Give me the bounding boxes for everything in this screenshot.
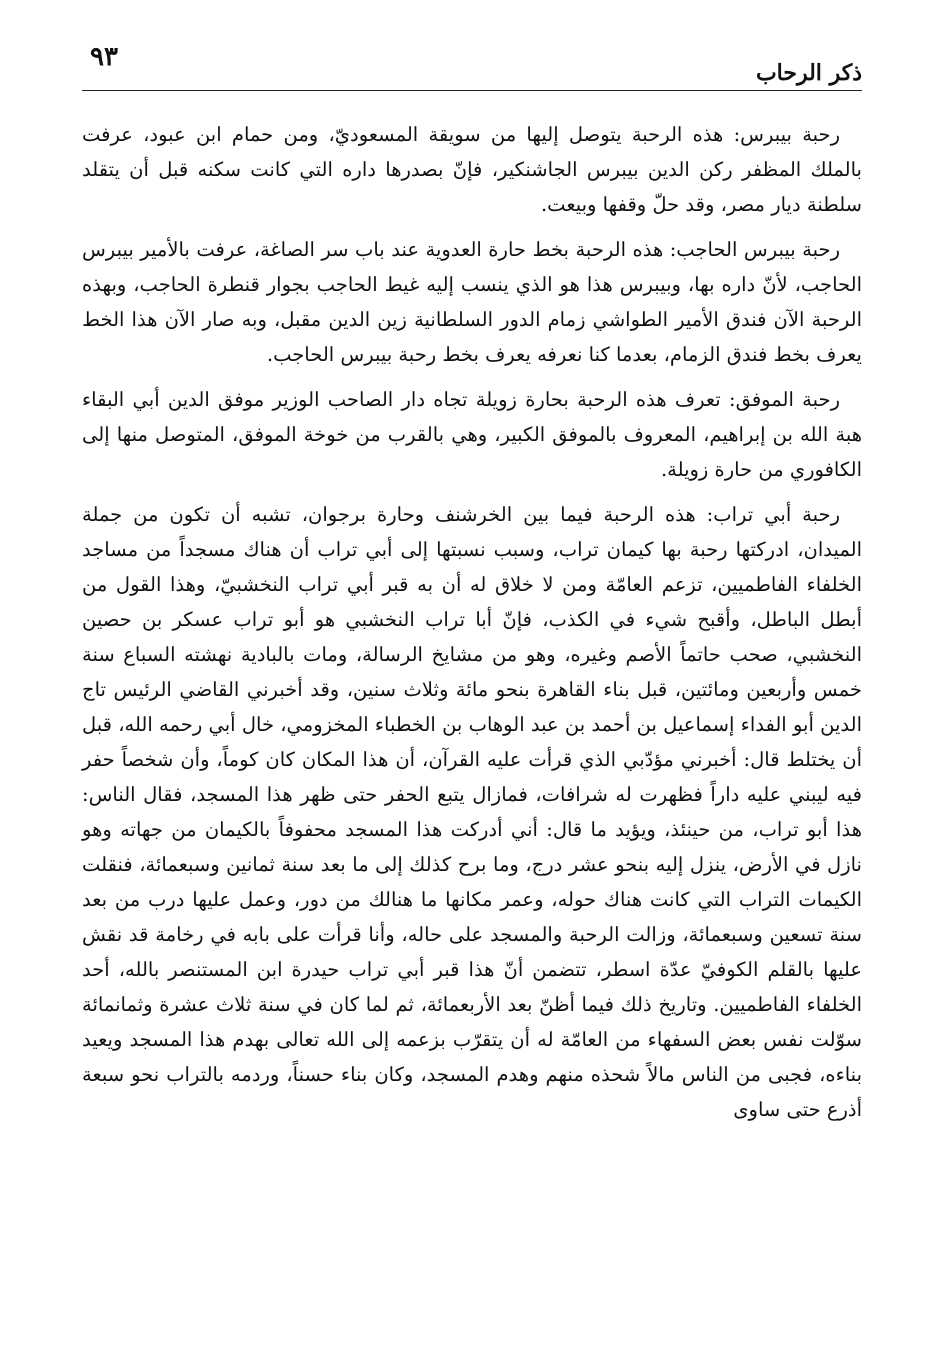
- section-title: ذكر الرحاب: [755, 60, 862, 86]
- paragraph-rahbat-abi-turab: رحبة أبي تراب: هذه الرحبة فيما بين الخرشنف وحارة برجوان، تشبه أن تكون من جملة الميدان، ادركتها رحبة بها كيمان تراب، وسبب نسبتها إلى أبي تراب أن هناك مسجداً من مساجد الخلفاء الفاطميين، تزعم العامّة ومن لا خلاق له أن به قبر أبي تراب النخشبيّ، وهذا القول من أبطل الباطل، وأقبح شيء في الكذب، فإنّ أبا تراب النخشبي هو أبو تراب عسكر بن حصين النخشبي، صحب حاتماً الأصم وغيره، وهو من مشايخ الرسالة، ومات بالبادية نهشته السباع سنة خمس وأربعين ومائتين، قبل بناء القاهرة بنحو مائة وثلاث سنين، وقد أخبرني القاضي الرئيس تاج الدين أبو الفداء إسماعيل بن أحمد بن عبد الوهاب بن الخطباء المخزومي، خال أبي رحمه الله، قبل أن يختلط قال: أخبرني مؤدّبي الذي قرأت عليه القرآن، أن هذا المكان كان كوماً، وأن شخصاً حفر فيه ليبني عليه داراً فظهرت له شرافات، فمازال يتبع الحفر حتى ظهر هذا المسجد، فقال الناس: هذا أبو تراب، من حينئذ، ويؤيد ما قال: أني أدركت هذا المسجد محفوفاً بالكيمان من جهاته وهو نازل في الأرض، ينزل إليه بنحو عشر درج، وما برح كذلك إلى ما بعد سنة ثمانين وسبعمائة، فنقلت الكيمات التراب التي كانت هناك حوله، وعمر مكانها ما هنالك من دور، وعمل عليها درب من بعد سنة تسعين وسبعمائة، وزالت الرحبة والمسجد على حاله، وأنا قرأت على بابه في رخامة قد نقش عليها بالقلم الكوفيّ عدّة اسطر، تتضمن أنّ هذا قبر أبي تراب حيدرة ابن المستنصر بالله، أحد الخلفاء الفاطميين. وتاريخ ذلك فيما أظنّ بعد الأربعمائة، ثم لما كان في سنة ثلاث عشرة وثمانمائة سوّلت نفس بعض السفهاء من العامّة له أن يتقرّب بزعمه إلى الله تعالى بهدم هذا المسجد ويعيد بناءه، فجبى من الناس مالاً شحذه منهم وهدم المسجد، وكان بناء حسناً، وردمه بالتراب نحو سبعة أذرع حتى ساوى: [82, 503, 862, 1121]
- paragraph-rahbat-baybars: رحبة بيبرس: هذه الرحبة يتوصل إليها من سويقة المسعوديّ، ومن حمام ابن عبود، عرفت بالملك المظفر ركن الدين بيبرس الجاشنكير، فإنّ بصدرها داره التي كانت سكنه قبل أن يتقلد سلطنة ديار مصر، وقد حلّ وقفها وبيعت.: [82, 123, 862, 216]
- paragraph-rahbat-baybars-al-hajib: رحبة بيبرس الحاجب: هذه الرحبة بخط حارة العدوية عند باب سر الصاغة، عرفت بالأمير بيبرس الحاجب، لأنّ داره بها، وبيبرس هذا هو الذي ينسب إليه غيط الحاجب بجوار قنطرة الحاجب، وبهذه الرحبة الآن فندق الأمير الطواشي زمام الدور السلطانية زين الدين مقبل، وبه صار الآن هذا الخط يعرف بخط فندق الزمام، بعدما كنا نعرفه يعرف بخط رحبة بيبرس الحاجب.: [82, 238, 862, 366]
- body-text: [82, 91, 862, 1127]
- book-page: [82, 40, 862, 1340]
- page-number: ٩٣: [90, 42, 118, 72]
- paragraph-rahbat-al-muwaffaq: رحبة الموفق: تعرف هذه الرحبة بحارة زويلة تجاه دار الصاحب الوزير موفق الدين أبي البقاء هبة الله بن إبراهيم، المعروف بالموفق الكبير، وهي بالقرب من خوخة الموفق، المتوصل منها إلى الكافوري من حارة زويلة.: [82, 388, 862, 481]
- running-header: [82, 40, 862, 91]
